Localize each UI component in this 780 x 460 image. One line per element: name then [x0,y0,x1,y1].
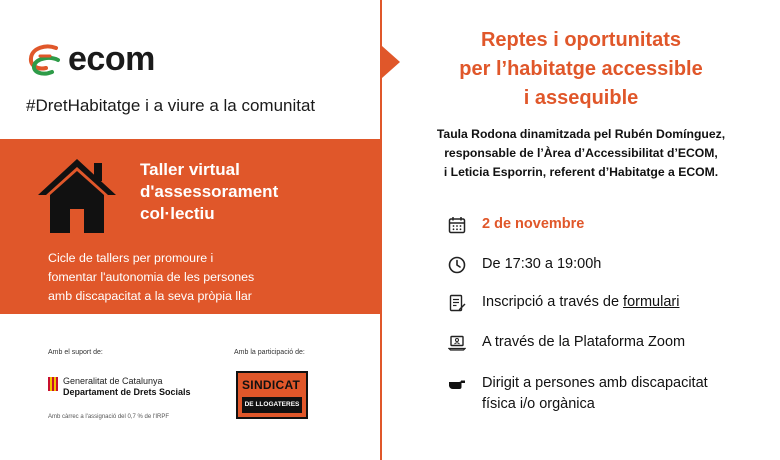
ecom-logo [26,40,155,79]
gencat-department: Departament de Drets Socials [63,387,191,397]
support-label: Amb el suport de: [48,349,103,356]
left-panel [0,0,380,460]
date-row [448,216,584,234]
logo-text: ecom [68,40,155,78]
pointing-hand-icon [448,375,466,393]
workshop-title-line: Taller virtual [140,160,240,179]
sindicat-name: SINDICAT [242,378,301,392]
workshop-desc-line: Cicle de tallers per promoure i [48,251,214,265]
workshop-desc-line: amb discapacitat a la seva pròpia llar [48,289,252,303]
event-title-line: per l’habitatge accessible [459,58,703,80]
clock-icon [448,256,466,274]
form-link[interactable]: formulari [623,294,680,310]
event-desc-line: i Leticia Esporrin, referent d’Habitatge a ECOM. [443,165,719,179]
calendar-icon [448,216,466,234]
registration-text: Inscripció a través de [482,294,624,310]
event-title-line: Reptes i oportunitats [480,29,681,51]
participation-label: Amb la participació de: [234,349,305,356]
senyera-icon [48,377,58,391]
workshop-desc-line: fomentar l'autonomia de les persones [48,270,255,284]
right-panel [382,0,780,460]
workshop-title-line: col·lectiu [140,204,215,223]
sindicat-logo [236,371,308,419]
time-row [448,256,601,274]
platform-row [448,334,685,352]
gencat-name: Generalitat de Catalunya [63,376,163,386]
hashtag: #DretHabitatge i a viure a la comunitat [26,96,316,115]
audience-row [448,373,708,415]
platform-text: A través de la Plataforma Zoom [482,334,686,350]
event-title [382,26,780,113]
workshop-description [48,249,306,306]
form-icon [448,294,466,312]
event-description [382,125,780,182]
audience-line: física i/o orgànica [482,396,595,412]
workshop-title [140,159,370,225]
workshop-title-line: d'assessorament [140,182,279,201]
workshop-block [0,139,380,314]
event-date: 2 de novembre [482,216,585,232]
house-icon [36,155,118,235]
registration-row [448,294,679,312]
event-desc-line: Taula Rodona dinamitzada pel Rubén Domínguez, [436,127,726,141]
sindicat-subtitle: DE LLOGATERES [242,397,302,413]
event-time: De 17:30 a 19:00h [482,256,602,272]
laptop-icon [448,334,466,352]
ecom-logo-icon [26,42,64,78]
irpf-note: Amb càrrec a l'assignació del 0,7 % de l'IRPF [48,414,170,420]
audience-line: Dirigit a persones amb discapacitat [482,375,708,391]
gencat-logo [48,376,191,398]
event-desc-line: responsable de l’Àrea d’Accessibilitat d’ECOM, [444,146,718,160]
event-title-line: i assequible [523,87,639,109]
